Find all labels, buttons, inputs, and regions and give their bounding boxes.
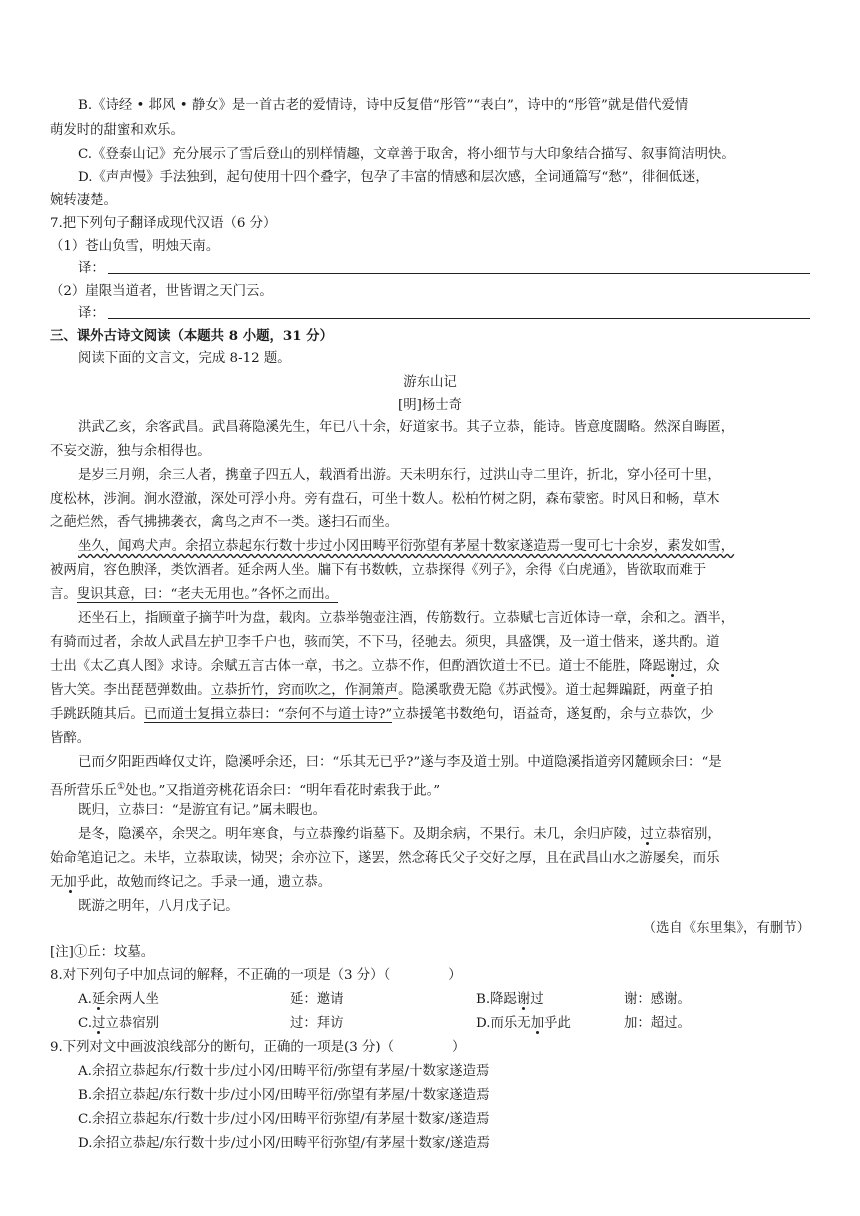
passage-title: 游东山记 [403, 375, 457, 390]
q7-title: 7.把下列句子翻译成现代汉语（6 分） [50, 216, 277, 231]
q9-stem [50, 1038, 465, 1058]
q8-option-b-gloss: 谢：感谢。 [624, 992, 691, 1007]
text-segment: A. [78, 992, 92, 1007]
underlined-sentence-3: 已而道士复揖立恭曰：“奈何不与道士诗?” [143, 707, 393, 722]
q9-option-a[interactable]: A.余招立恭起东/行数十步/过小冈/田畴平衍/弥望有茅屋/十数家遂造焉 [78, 1064, 490, 1079]
text-segment: 无 [50, 875, 64, 890]
passage-source: （选自《东里集》，有删节） [642, 921, 810, 936]
dotted-word: 过 [92, 1016, 106, 1031]
wavy-underlined-passage: 坐久，闻鸡犬声。余招立恭起东行数十步过小冈田畴平衍弥望有茅屋十数家遂造焉一叟可七十余岁，素发如雪， [78, 539, 735, 554]
text-segment: 。隐溪歌费无隐《苏武慢》。道士起舞蹁跹，两童子拍 [398, 683, 713, 698]
q7-translate-label-2: 译： [78, 306, 105, 321]
q8-option-a-gloss: 延：邀请 [290, 992, 344, 1007]
passage-p7-line2: 始命笔追记之。未毕，立恭取读，恸哭；余亦泣下，遂罢，然念蒋氏父子交好之厚，且在武昌山水之游屡矣，而乐 [50, 851, 720, 866]
passage-p2-line2: 度松林，涉涧。涧水澄澈，深处可浮小舟。旁有盘石，可坐十数人。松柏竹树之阴，森布蒙密。时风日和畅，草木 [50, 492, 720, 507]
dotted-word: 谢 [665, 659, 680, 674]
q9-option-c[interactable]: C.余招立恭起东/行数十步/过小冈/田畴平衍弥望/有茅屋十数家/遂造焉 [78, 1112, 490, 1127]
passage-p7-line1 [78, 825, 721, 845]
passage-p8-line1: 既游之明年，八月戊子记。 [78, 899, 239, 914]
section3-heading: 三、课外古诗文阅读（本题共 8 小题，31 分） [50, 328, 333, 344]
text-segment: 立恭援笔书数绝句，语益奇，遂复酌，余与立恭饮，少 [392, 707, 714, 722]
text-segment: 余两人坐 [105, 992, 159, 1007]
passage-p4-line4 [50, 681, 713, 701]
text-segment: 乎此，故勉而终记之。手录一通，遗立恭。 [76, 875, 332, 890]
q9-stem-close: ） [451, 1040, 466, 1055]
q8-option-b[interactable] [476, 990, 544, 1010]
dotted-word: 加 [63, 875, 77, 890]
text-segment: 过，众 [679, 659, 720, 674]
q8-option-c-gloss: 过：拜访 [290, 1016, 344, 1031]
text-segment: 立恭宿别 [105, 1016, 159, 1031]
q8-stem-text: 8.对下列句子中加点词的解释，不正确的一项是（3 分）（ [50, 968, 391, 983]
text-segment: 吾所营乐丘 [50, 783, 117, 799]
passage-p5-line1: 已而夕阳距西峰仅丈许，隐溪呼余还，曰：“乐其无已乎?”遂与李及道士别。中道隐溪指道旁冈麓顾余曰：“是 [78, 755, 722, 770]
q7-answer-line-1[interactable] [108, 273, 810, 274]
q9-option-b[interactable]: B.余招立恭起/东行数十步/过小冈/田畴平衍/弥望有茅屋/十数家遂造焉 [78, 1088, 490, 1103]
passage-p2-line1: 是岁三月朔，余三人者，携童子四五人，载酒肴出游。天未明东行，过洪山寺二里许，折北，穿小径可十里， [78, 468, 721, 483]
underlined-sentence-2: 立恭折竹，窍而吹之，作洞箫声 [210, 683, 399, 698]
passage-p2-line3: 之葩烂然，香气拂拂袭衣，禽鸟之声不一类。遂扫石而坐。 [50, 515, 399, 530]
q9-option-d[interactable]: D.余招立恭起/东行数十步/过小冈/田畴平衍弥望/有茅屋十数家/遂造焉 [78, 1136, 491, 1151]
passage-p4-line5 [50, 705, 714, 725]
section3-intro: 阅读下面的文言文，完成 8-12 题。 [78, 351, 291, 366]
text-segment: 处也。”又指道旁桃花语余曰：“明年看花时索我于此。” [125, 783, 441, 799]
text-segment: 言。 [50, 587, 77, 602]
passage-author: [明]杨士奇 [397, 398, 462, 413]
text-segment: 乎此 [544, 1016, 571, 1031]
option-b-line2: 萌发时的甜蜜和欢乐。 [50, 123, 184, 138]
q9-stem-text: 9.下列对文中画波浪线部分的断句，正确的一项是(3 分)（ [50, 1040, 394, 1055]
q8-option-a[interactable] [78, 990, 159, 1010]
underlined-sentence-1: 叟识其意，曰：“老夫无用也。”各怀之而出。 [76, 587, 339, 602]
passage-p3-line3 [50, 585, 338, 605]
passage-p1-line1: 洪武乙亥，余客武昌。武昌蒋隐溪先生，年已八十余，好道家书。其子立恭，能诗。皆意度闊略。然深自晦匿， [78, 420, 735, 435]
text-segment: D.而乐无 [476, 1016, 531, 1031]
footnote-marker: ① [116, 782, 126, 792]
dotted-word: 延 [91, 992, 106, 1007]
dotted-word: 谢 [516, 992, 531, 1007]
option-c-line1: C.《登泰山记》充分展示了雪后登山的别样情趣，文章善于取舍，将小细节与大印象结合描写、叙事简洁明快。 [78, 147, 735, 162]
passage-p3-line1 [78, 537, 734, 557]
text-segment: 是冬，隐溪卒，余哭之。明年寒食，与立恭豫约诣墓下。及期余病，不果行。未几，余归庐陵， [78, 827, 641, 842]
q7-sentence-2: （2）崖限当道者，世皆谓之天门云。 [50, 284, 273, 299]
q8-stem [50, 966, 462, 986]
passage-p7-line3 [50, 873, 331, 893]
text-segment: 手跳跃随其后。 [50, 707, 144, 722]
passage-p3-line2: 被两肩，容色腴泽，类饮酒者。延余两人坐。牖下有书数帙，立恭探得《列子》，余得《白虎通》，皆欲取而难于 [50, 563, 707, 578]
q7-translate-label-1: 译： [78, 261, 105, 276]
option-d-line2: 婉转凄楚。 [50, 193, 117, 208]
text-segment: C. [78, 1016, 93, 1031]
passage-p4-line6: 皆醉。 [50, 731, 91, 746]
q8-option-d-gloss: 加：超过。 [624, 1016, 691, 1031]
dotted-word: 加 [530, 1016, 545, 1031]
passage-p6-line1: 既归，立恭曰：“是游宜有记。”属未暇也。 [78, 803, 327, 818]
passage-p1-line2: 不妄交游，独与余相得也。 [50, 444, 211, 459]
text-segment: 皆大笑。李出琵琶弹数曲。 [50, 683, 211, 698]
text-segment: 士出《太乙真人图》求诗。余赋五言古体一章，书之。立恭不作，但酌酒饮道士不已。道士不能胜，降跽 [50, 659, 666, 674]
option-d-line1: D.《声声慢》手法独到，起句使用十四个叠字，包孕了丰富的情感和层次感，全词通篇写“愁”，徘徊低迷， [78, 170, 709, 185]
q8-option-c[interactable] [78, 1014, 159, 1034]
q7-sentence-1: （1）苍山负雪，明烛天南。 [50, 239, 220, 254]
q7-answer-line-2[interactable] [108, 318, 810, 319]
text-segment: 过 [530, 992, 544, 1007]
option-b-line1: B.《诗经 • 邶风 • 静女》是一首古老的爱情诗，诗中反复借“彤管”“表白”，诗中的“彤管”就是借代爱情 [78, 98, 689, 113]
passage-p4-line1: 还坐石上，指顾童子摘芋叶为盘，载肉。立恭举匏壶注酒，传筋数行。立恭赋七言近体诗一章，余和之。酒半， [78, 611, 735, 626]
text-segment: 立恭宿别， [653, 827, 721, 842]
passage-footnote: [注]①丘：坟墓。 [50, 945, 155, 960]
q8-option-d[interactable] [476, 1014, 571, 1034]
passage-p4-line3 [50, 657, 720, 677]
passage-p5-line2 [50, 777, 440, 801]
text-segment: B.降跽 [476, 992, 517, 1007]
dotted-word: 过 [640, 827, 654, 842]
passage-p4-line2: 有骑而过者，余故人武昌左护卫李千户也，骇而笑，不下马，径驰去。须臾，具盛馔，及一道士偕来，遂共酌。道 [50, 635, 720, 650]
q8-stem-close: ） [448, 968, 462, 983]
